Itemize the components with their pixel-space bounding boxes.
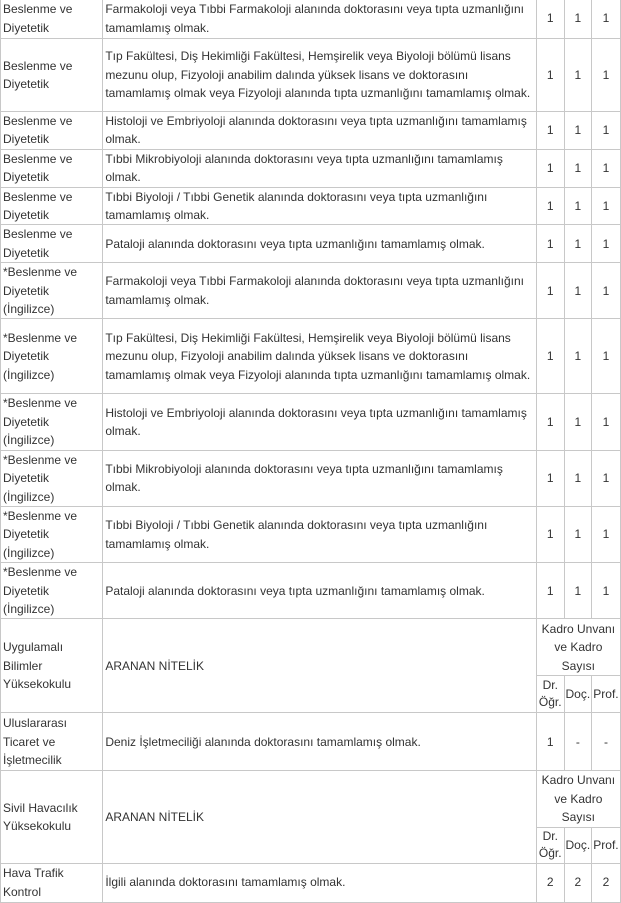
kadro-header: Kadro Unvanı ve Kadro Sayısı xyxy=(536,771,620,827)
table-row xyxy=(1,187,621,225)
table-row xyxy=(1,0,621,39)
dr-count-cell: 1 xyxy=(536,319,564,394)
prof-count-cell: 1 xyxy=(591,187,620,225)
requirement-cell: Tıbbi Mikrobiyoloji alanında doktorasını veya tıpta uzmanlığını tamamlamış olmak. xyxy=(103,149,536,187)
col-doc-header: Doç. xyxy=(564,827,591,863)
prof-count-cell: 1 xyxy=(591,39,620,112)
doc-count-cell: 1 xyxy=(564,563,591,619)
table-row xyxy=(1,713,621,771)
department-cell: Beslenme ve Diyetetik xyxy=(1,112,103,150)
prof-count-cell: 1 xyxy=(591,112,620,150)
doc-count-cell: 1 xyxy=(564,394,591,450)
department-cell: *Beslenme ve Diyetetik (İngilizce) xyxy=(1,450,103,506)
table-row xyxy=(1,394,621,450)
table-row xyxy=(1,149,621,187)
doc-count-cell: 1 xyxy=(564,450,591,506)
col-prof-header: Prof. xyxy=(591,676,620,713)
table-row xyxy=(1,112,621,150)
requirement-cell: Histoloji ve Embriyoloji alanında doktorasını veya tıpta uzmanlığını tamamlamış olmak. xyxy=(103,112,536,150)
requirement-cell: İlgili alanında doktorasını tamamlamış olmak. xyxy=(103,863,536,902)
department-cell: Hava Trafik Kontrol xyxy=(1,863,103,902)
dr-count-cell: 1 xyxy=(536,506,564,562)
prof-count-cell: 1 xyxy=(591,450,620,506)
doc-count-cell: 1 xyxy=(564,506,591,562)
dr-count-cell: 1 xyxy=(536,149,564,187)
department-cell: Uluslararası Ticaret ve İşletmecilik xyxy=(1,713,103,771)
dr-count-cell: 1 xyxy=(536,225,564,263)
department-cell: *Beslenme ve Diyetetik (İngilizce) xyxy=(1,319,103,394)
department-cell: Beslenme ve Diyetetik xyxy=(1,39,103,112)
requirement-cell: Tıp Fakültesi, Diş Hekimliği Fakültesi, Hemşirelik veya Biyoloji bölümü lisans mezunu olup, Fizyoloji anabilim dalında yüksek lisans ve doktorasını tamamlamış olmak veya Fizyoloji alanında tıpta uzmanlığını tamamlamış olmak. xyxy=(103,39,536,112)
dr-count-cell: 1 xyxy=(536,713,564,771)
prof-count-cell: 2 xyxy=(591,863,620,902)
doc-count-cell: 1 xyxy=(564,263,591,319)
prof-count-cell: 1 xyxy=(591,394,620,450)
dr-count-cell: 1 xyxy=(536,263,564,319)
prof-count-cell: 1 xyxy=(591,563,620,619)
section-header-row xyxy=(1,771,621,827)
prof-count-cell: 1 xyxy=(591,225,620,263)
requirement-cell: Tıbbi Biyoloji / Tıbbi Genetik alanında doktorasını veya tıpta uzmanlığını tamamlamış olmak. xyxy=(103,187,536,225)
department-cell: Beslenme ve Diyetetik xyxy=(1,187,103,225)
requirement-cell: Histoloji ve Embriyoloji alanında doktorasını veya tıpta uzmanlığını tamamlamış olmak. xyxy=(103,394,536,450)
school-name: Uygulamalı Bilimler Yüksekokulu xyxy=(1,619,103,713)
requirement-cell: Tıbbi Biyoloji / Tıbbi Genetik alanında doktorasını veya tıpta uzmanlığını tamamlamış olmak. xyxy=(103,506,536,562)
table-row xyxy=(1,450,621,506)
doc-count-cell: 1 xyxy=(564,0,591,39)
department-cell: Beslenme ve Diyetetik xyxy=(1,149,103,187)
kadro-header: Kadro Unvanı ve Kadro Sayısı xyxy=(536,619,620,676)
table-body-first xyxy=(1,0,621,619)
doc-count-cell: 1 xyxy=(564,39,591,112)
dr-count-cell: 1 xyxy=(536,563,564,619)
section-header-row xyxy=(1,619,621,676)
department-cell: *Beslenme ve Diyetetik (İngilizce) xyxy=(1,563,103,619)
department-cell: Beslenme ve Diyetetik xyxy=(1,0,103,39)
prof-count-cell: 1 xyxy=(591,263,620,319)
prof-count-cell: 1 xyxy=(591,149,620,187)
table-row xyxy=(1,39,621,112)
requirement-header: ARANAN NİTELİK xyxy=(103,771,536,863)
prof-count-cell: - xyxy=(591,713,620,771)
department-cell: *Beslenme ve Diyetetik (İngilizce) xyxy=(1,263,103,319)
col-dr-header: Dr. Öğr. xyxy=(536,676,564,713)
requirement-cell: Tıbbi Mikrobiyoloji alanında doktorasını veya tıpta uzmanlığını tamamlamış olmak. xyxy=(103,450,536,506)
department-cell: Beslenme ve Diyetetik xyxy=(1,225,103,263)
table-row xyxy=(1,319,621,394)
table-row xyxy=(1,263,621,319)
department-cell: *Beslenme ve Diyetetik (İngilizce) xyxy=(1,394,103,450)
requirement-cell: Farmakoloji veya Tıbbi Farmakoloji alanında doktorasını veya tıpta uzmanlığını tamamlamış olmak. xyxy=(103,0,536,39)
dr-count-cell: 2 xyxy=(536,863,564,902)
table-row xyxy=(1,563,621,619)
col-doc-header: Doç. xyxy=(564,676,591,713)
doc-count-cell: 1 xyxy=(564,225,591,263)
prof-count-cell: 1 xyxy=(591,0,620,39)
dr-count-cell: 1 xyxy=(536,39,564,112)
doc-count-cell: 1 xyxy=(564,112,591,150)
requirement-cell: Pataloji alanında doktorasını veya tıpta uzmanlığını tamamlamış olmak. xyxy=(103,225,536,263)
table-row xyxy=(1,225,621,263)
table-row xyxy=(1,506,621,562)
school-name: Sivil Havacılık Yüksekokulu xyxy=(1,771,103,863)
dr-count-cell: 1 xyxy=(536,112,564,150)
requirement-header: ARANAN NİTELİK xyxy=(103,619,536,713)
doc-count-cell: 2 xyxy=(564,863,591,902)
department-cell: *Beslenme ve Diyetetik (İngilizce) xyxy=(1,506,103,562)
doc-count-cell: 1 xyxy=(564,149,591,187)
doc-count-cell: 1 xyxy=(564,187,591,225)
doc-count-cell: 1 xyxy=(564,319,591,394)
table-body-second xyxy=(1,619,621,902)
col-prof-header: Prof. xyxy=(591,827,620,863)
prof-count-cell: 1 xyxy=(591,506,620,562)
dr-count-cell: 1 xyxy=(536,394,564,450)
dr-count-cell: 1 xyxy=(536,0,564,39)
doc-count-cell: - xyxy=(564,713,591,771)
requirement-cell: Tıp Fakültesi, Diş Hekimliği Fakültesi, Hemşirelik veya Biyoloji bölümü lisans mezunu olup, Fizyoloji anabilim dalında yüksek lisans ve doktorasını tamamlamış olmak veya Fizyoloji alanında tıpta uzmanlığını tamamlamış olmak. xyxy=(103,319,536,394)
prof-count-cell: 1 xyxy=(591,319,620,394)
dr-count-cell: 1 xyxy=(536,187,564,225)
col-dr-header: Dr. Öğr. xyxy=(536,827,564,863)
dr-count-cell: 1 xyxy=(536,450,564,506)
requirement-cell: Pataloji alanında doktorasını veya tıpta uzmanlığını tamamlamış olmak. xyxy=(103,563,536,619)
requirement-cell: Deniz İşletmeciliği alanında doktorasını tamamlamış olmak. xyxy=(103,713,536,771)
requirement-cell: Farmakoloji veya Tıbbi Farmakoloji alanında doktorasını veya tıpta uzmanlığını tamamlamış olmak. xyxy=(103,263,536,319)
